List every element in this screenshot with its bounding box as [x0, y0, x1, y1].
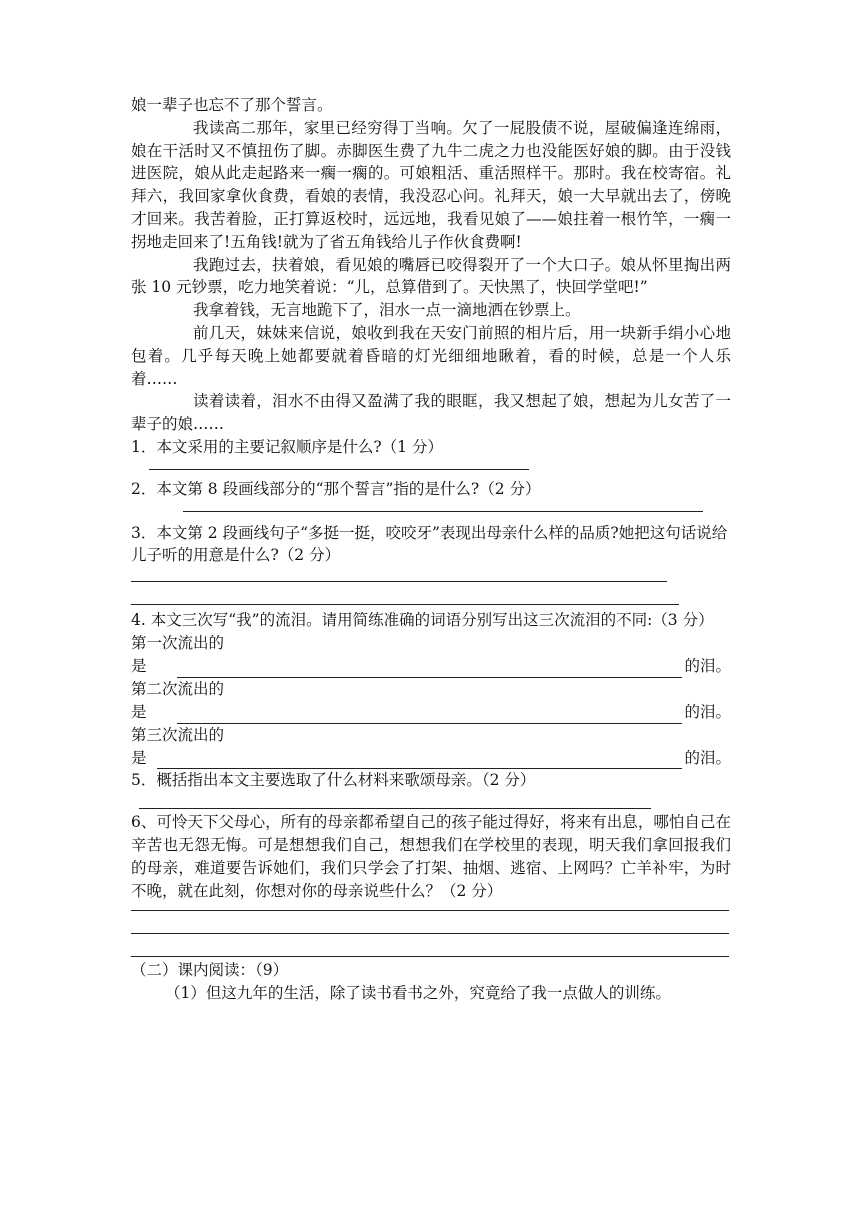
q4-item-suffix: 的泪。: [684, 702, 731, 721]
answer-line-q3-1[interactable]: [131, 567, 667, 582]
passage-line: 娘一辈子也忘不了那个誓言。: [131, 96, 333, 114]
q4-item-1: [131, 632, 731, 678]
answer-line-q6-2[interactable]: [131, 911, 729, 934]
passage-paragraph: 我读高二那年，家里已经穷得丁当响。欠了一屁股债不说，屋破偏逢连绵雨，娘在干活时又不慎扭伤了脚。赤脚医生费了九牛二虎之力也没能医好娘的脚。由于没钱进医院，娘从此走起路来一瘸一瘸的。可娘粗活、重活照样干。那时。我在校寄宿。礼拜六，我回家拿伙食费，看娘的表情，我没忍心问。礼拜天，娘一大早就出去了，傍晚才回来。我苦着脸，正打算返校时，远远地，我看见娘了——娘拄着一根竹竿，一瘸一拐地走回来了!五角钱!就为了省五角钱给儿子作伙食费啊!: [131, 118, 731, 251]
passage-paragraph: 前几天，妹妹来信说，娘收到我在天安门前照的相片后，用一块新手绢小心地包着。几乎每天晚上她都要就着昏暗的灯光细细地瞅着，看的时候，总是一个人乐着……: [131, 323, 731, 388]
q4-item-2: [131, 678, 731, 724]
question-4: 4. 本文三次写“我”的流泪。请用简练准确的词语分别写出这三次流泪的不同:（3 分）: [131, 611, 714, 630]
answer-line-q4-1[interactable]: [177, 661, 683, 678]
q4-item-suffix: 的泪。: [684, 656, 731, 675]
answer-line-q4-3[interactable]: [157, 752, 683, 769]
q4-item-shi: 是: [131, 748, 147, 767]
q4-item-3: [131, 724, 731, 770]
section-2-paragraph: （1）但这九年的生活，除了读书看书之外，究竟给了我一点做人的训练。: [165, 984, 671, 1003]
question-3: 3．本文第 2 段画线句子“多挺一挺，咬咬牙”表现出母亲什么样的品质?她把这句话说给儿子听的用意是什么?（2 分）: [131, 523, 728, 565]
q4-item-prefix: 第一次流出的: [131, 633, 225, 652]
answer-line-q3-2[interactable]: [131, 590, 679, 605]
answer-line-q1[interactable]: [149, 459, 529, 470]
answer-line-q6-1[interactable]: [131, 902, 729, 911]
answer-line-q5[interactable]: [139, 792, 651, 809]
q4-item-prefix: 第三次流出的: [131, 725, 225, 744]
question-1: 1．本文采用的主要记叙顺序是什么?（1 分）: [131, 437, 443, 456]
q4-item-shi: 是: [131, 702, 147, 721]
answer-line-q2[interactable]: [183, 501, 703, 512]
passage-paragraph: 我跑过去，扶着娘，看见娘的嘴唇已咬得裂开了一个大口子。娘从怀里掏出两张 10 元钞票，吃力地笑着说：“儿，总算借到了。天快黑了，快回学堂吧!”: [131, 255, 731, 297]
passage-paragraph: 我拿着钱，无言地跪下了，泪水一点一滴地洒在钞票上。: [193, 301, 581, 320]
question-5: 5．概括指出本文主要选取了什么材料来歌颂母亲。（2 分）: [131, 771, 536, 790]
q4-item-prefix: 第二次流出的: [131, 679, 225, 698]
q4-item-suffix: 的泪。: [684, 748, 731, 767]
question-2: 2．本文第 8 段画线部分的“那个誓言”指的是什么?（2 分）: [131, 479, 541, 498]
answer-line-q4-2[interactable]: [177, 707, 683, 724]
q4-item-shi: 是: [131, 656, 147, 675]
answer-line-q6-3[interactable]: [131, 934, 729, 957]
question-6: 6、可怜天下父母心，所有的母亲都希望自己的孩子能过得好，将来有出息，哪怕自己在辛苦也无怨无悔。可是想想我们自己，想想我们在学校里的表现，明天我们拿回报我们的母亲，难道要告诉她们，我们只学会了打架、抽烟、逃宿、上网吗？亡羊补牢，为时不晚，就在此刻，你想对你的母亲说些什么？（2 分）: [131, 813, 731, 900]
document-page: [131, 94, 731, 1005]
section-2-heading: （二）课内阅读：（9）: [131, 961, 289, 980]
passage-paragraph: 读着读着，泪水不由得又盈满了我的眼眶，我又想起了娘，想起为儿女苦了一辈子的娘……: [131, 392, 731, 434]
